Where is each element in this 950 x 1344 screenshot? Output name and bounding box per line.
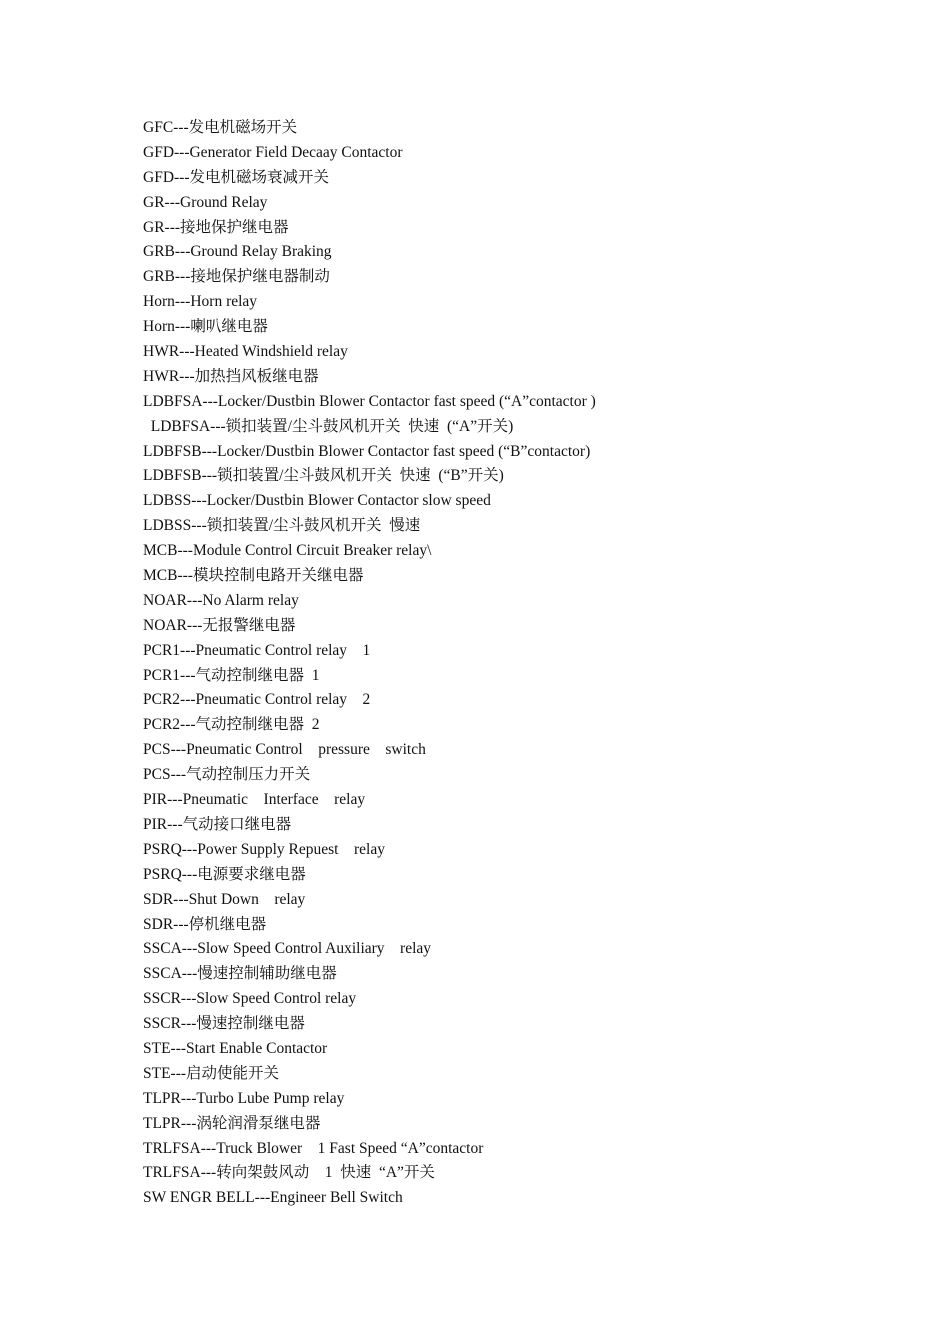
abbreviation-line: PCR1---Pneumatic Control relay 1 (143, 641, 371, 659)
abbreviation-line: NOAR---无报警继电器 (143, 616, 296, 634)
abbreviation-line: Horn---Horn relay (143, 293, 258, 311)
abbreviation-line: SDR---Shut Down relay (143, 890, 306, 908)
abbreviation-line: GFD---Generator Field Decaay Contactor (143, 143, 403, 161)
abbreviation-line: Horn---喇叭继电器 (143, 318, 268, 336)
abbreviation-line: SSCR---慢速控制继电器 (143, 1015, 305, 1033)
abbreviation-line: MCB---Module Control Circuit Breaker relay\ (143, 542, 432, 560)
abbreviation-line: LDBFSB---锁扣装置/尘斗鼓风机开关 快速 (“B”开关) (143, 467, 504, 485)
abbreviation-line: PSRQ---电源要求继电器 (143, 865, 306, 883)
abbreviation-line: GRB---Ground Relay Braking (143, 243, 332, 261)
abbreviation-line: SSCR---Slow Speed Control relay (143, 990, 357, 1008)
abbreviation-line: TLPR---Turbo Lube Pump relay (143, 1089, 345, 1107)
abbreviation-line: HWR---加热挡风板继电器 (143, 367, 319, 385)
abbreviation-line: TRLFSA---转向架鼓风动 1 快速 “A”开关 (143, 1164, 435, 1182)
abbreviation-line: PCR2---气动控制继电器 2 (143, 716, 320, 734)
abbreviation-line: PCS---气动控制压力开关 (143, 766, 311, 784)
abbreviation-line: PCR2---Pneumatic Control relay 2 (143, 691, 371, 709)
abbreviation-line: STE---启动使能开关 (143, 1064, 280, 1082)
abbreviation-line: SSCA---慢速控制辅助继电器 (143, 965, 337, 983)
abbreviation-line: PSRQ---Power Supply Repuest relay (143, 840, 385, 858)
abbreviation-line: LDBSS---Locker/Dustbin Blower Contactor slow speed (143, 492, 491, 510)
abbreviation-line: TLPR---涡轮润滑泵继电器 (143, 1114, 321, 1132)
abbreviation-line: GR---Ground Relay (143, 193, 268, 211)
abbreviation-line: GRB---接地保护继电器制动 (143, 268, 330, 286)
abbreviation-line: LDBFSA---锁扣装置/尘斗鼓风机开关 快速 (“A”开关) (143, 417, 514, 435)
abbreviation-line: GFD---发电机磁场衰减开关 (143, 168, 329, 186)
abbreviation-line: STE---Start Enable Contactor (143, 1039, 328, 1057)
abbreviation-line: PIR---Pneumatic Interface relay (143, 791, 366, 809)
abbreviation-line: SDR---停机继电器 (143, 915, 267, 933)
abbreviation-line: MCB---模块控制电路开关继电器 (143, 567, 364, 585)
abbreviation-line: LDBSS---锁扣装置/尘斗鼓风机开关 慢速 (143, 517, 421, 535)
abbreviation-line: LDBFSB---Locker/Dustbin Blower Contactor fast speed (“B”contactor) (143, 442, 591, 460)
abbreviation-line: TRLFSA---Truck Blower 1 Fast Speed “A”contactor (143, 1139, 484, 1157)
abbreviation-line: LDBFSA---Locker/Dustbin Blower Contactor fast speed (“A”contactor ) (143, 392, 596, 410)
abbreviation-line: NOAR---No Alarm relay (143, 591, 299, 609)
abbreviation-line: HWR---Heated Windshield relay (143, 343, 348, 361)
abbreviation-line: PCS---Pneumatic Control pressure switch (143, 741, 426, 759)
abbreviation-list (143, 116, 596, 1211)
abbreviation-line: PCR1---气动控制继电器 1 (143, 666, 320, 684)
abbreviation-line: GR---接地保护继电器 (143, 218, 289, 236)
abbreviation-line: SW ENGR BELL---Engineer Bell Switch (143, 1189, 403, 1207)
abbreviation-line: GFC---发电机磁场开关 (143, 119, 298, 136)
abbreviation-line: SSCA---Slow Speed Control Auxiliary relay (143, 940, 432, 958)
abbreviation-line: PIR---气动接口继电器 (143, 815, 292, 833)
